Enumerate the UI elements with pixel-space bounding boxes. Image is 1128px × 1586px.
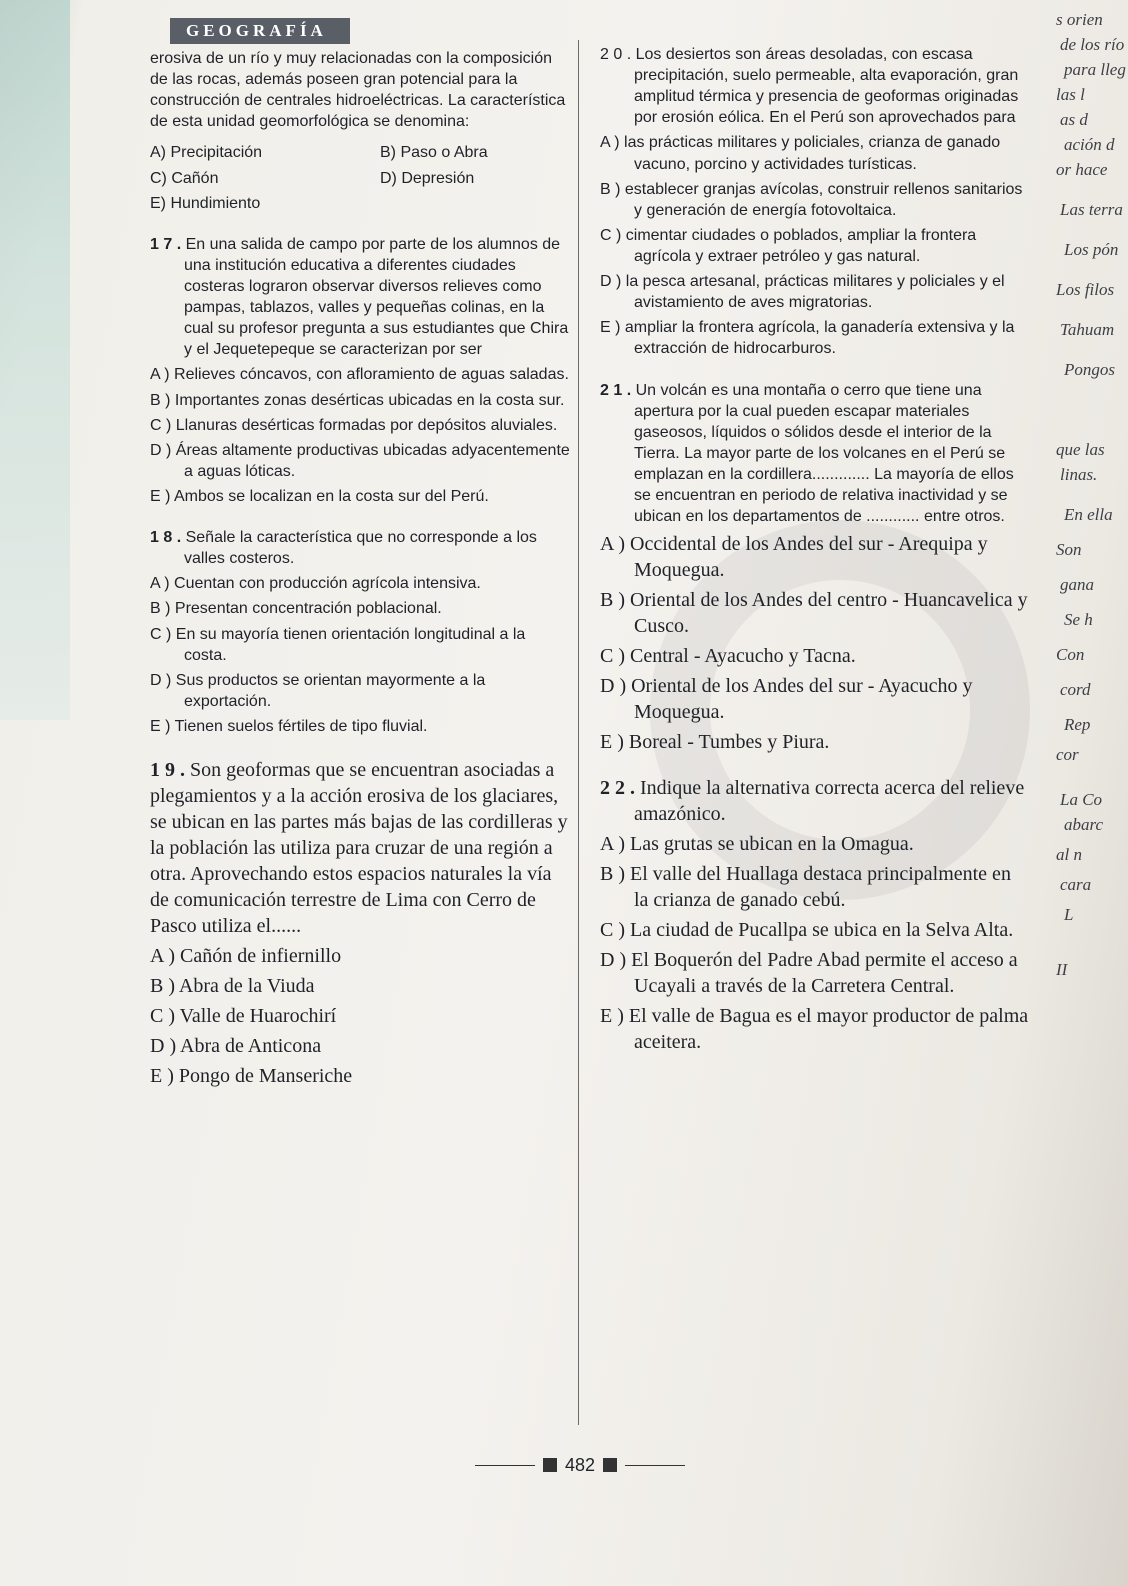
q22-option-b: B ) El valle del Huallaga destaca principalmente en la crianza de ganado cebú. xyxy=(600,863,1011,912)
page-footer xyxy=(470,1450,690,1480)
margin-fragment: de los río xyxy=(1060,35,1125,54)
question-20 xyxy=(600,44,1030,360)
previous-page-edge xyxy=(0,0,70,720)
q18-option-a: A ) Cuentan con producción agrícola intensiva. xyxy=(150,575,481,593)
margin-fragment: Pongos xyxy=(1064,360,1115,379)
margin-fragment: s orien xyxy=(1056,10,1103,29)
q16-option-e: E) Hundimiento xyxy=(150,194,261,212)
q16-option-d: D) Depresión xyxy=(380,169,475,187)
margin-fragment: La Co xyxy=(1060,790,1103,809)
margin-fragment: Con xyxy=(1056,645,1085,664)
question-17 xyxy=(150,234,570,507)
q18-option-e: E ) Tienen suelos fértiles de tipo fluvial. xyxy=(150,717,428,735)
q16-option-b: B) Paso o Abra xyxy=(380,144,488,162)
margin-fragment: las l xyxy=(1056,85,1085,104)
next-page-edge xyxy=(1048,0,1128,1586)
q17-option-d: D ) Áreas altamente productivas ubicadas adyacentemente a aguas lóticas. xyxy=(150,441,570,480)
q21-options xyxy=(600,531,1030,755)
question-18 xyxy=(150,527,570,737)
margin-fragment: Las terra xyxy=(1060,200,1123,219)
q18-option-c: C ) En su mayoría tienen orientación longitudinal a la costa. xyxy=(150,625,526,664)
q22-option-a: A ) Las grutas se ubican en la Omagua. xyxy=(600,833,914,856)
margin-fragment: cord xyxy=(1060,680,1091,699)
margin-fragment: ación d xyxy=(1064,135,1115,154)
q17-text: En una salida de campo por parte de los alumnos de una institución educativa a diferentes ciudades costeras lograron observar diversos relieves como pampas, tablazos, valles y pequeñas colinas, en la cual su profesor pregunta a sus estudiantes que Chira y el Jequetepeque se caracterizan por ser xyxy=(184,235,569,359)
q19-option-e: E ) Pongo de Manseriche xyxy=(150,1065,353,1088)
section-header: GEOGRAFÍA xyxy=(170,18,350,44)
q22-option-d: D ) El Boquerón del Padre Abad permite el acceso a Ucayali a través de la Carretera Central. xyxy=(600,949,1018,998)
q22-number: 2 2 . xyxy=(600,777,635,800)
margin-fragment: Rep xyxy=(1064,715,1091,734)
q18-option-d: D ) Sus productos se orientan mayormente a la exportación. xyxy=(150,671,486,710)
question-21 xyxy=(600,380,1030,528)
q20-option-d: D ) la pesca artesanal, prácticas militares y policiales y el avistamiento de aves migratorias. xyxy=(600,273,1005,312)
q21-option-d: D ) Oriental de los Andes del sur - Ayacucho y Moquegua. xyxy=(600,675,973,724)
margin-fragment: Tahuam xyxy=(1060,320,1115,339)
margin-fragment: En ella xyxy=(1064,505,1113,524)
q21-option-c: C ) Central - Ayacucho y Tacna. xyxy=(600,645,856,668)
q22-option-c: C ) La ciudad de Pucallpa se ubica en la Selva Alta. xyxy=(600,919,1014,942)
question-22 xyxy=(600,775,1030,1055)
margin-fragment: II xyxy=(1056,960,1068,979)
q21-option-b: B ) Oriental de los Andes del centro - Huancavelica y Cusco. xyxy=(600,589,1028,638)
margin-fragment: Los filos xyxy=(1056,280,1115,299)
left-column xyxy=(150,40,570,1093)
footer-rule-right xyxy=(625,1465,685,1466)
q21-text: Un volcán es una montaña o cerro que tiene una apertura por la cual pueden escapar materiales gaseosos, líquidos o sólidos desde el interior de la Tierra. La mayor parte de los volcanes en el Perú se emplazan en la cordillera............. La mayoría de ellos se encuentran en periodo de relativa inactividad y se ubican en los departamentos de ............ entre otros. xyxy=(634,381,1014,526)
q19-text: Son geoformas que se encuentran asociadas a plegamientos y a la acción erosiva de los glaciares, se ubican en las partes más bajas de las cordilleras y la población las utiliza para cruzar de una región a otra. Aprovechando estos espacios naturales la vía de comunicación terrestre de Lima con Cerro de Pasco utiliza el...... xyxy=(150,759,568,938)
q19-number: 1 9 . xyxy=(150,759,185,782)
q17-option-e: E ) Ambos se localizan en la costa sur del Perú. xyxy=(150,487,489,505)
q16-option-a: A) Precipitación xyxy=(150,144,263,162)
q20-option-a: A ) las prácticas militares y policiales, crianza de ganado vacuno, porcino y actividades turísticas. xyxy=(600,134,1001,173)
q21-option-e: E ) Boreal - Tumbes y Piura. xyxy=(600,731,830,754)
q17-number: 1 7 . xyxy=(150,235,182,253)
margin-fragment: Los pón xyxy=(1064,240,1119,259)
question-19 xyxy=(150,757,570,1089)
q16-text: erosiva de un río y muy relacionadas con la composición de las rocas, además poseen gran potencial para la construcción de centrales hidroeléctricas. La característica de esta unidad geomorfológica se denomina: xyxy=(150,50,566,131)
margin-fragment: Se h xyxy=(1064,610,1093,629)
q19-option-d: D ) Abra de Anticona xyxy=(150,1035,322,1058)
q16-option-c: C) Cañón xyxy=(150,169,219,187)
q20-option-e: E ) ampliar la frontera agrícola, la ganadería extensiva y la extracción de hidrocarburos. xyxy=(600,319,1015,358)
q18-text: Señale la característica que no corresponde a los valles costeros. xyxy=(184,529,537,568)
column-divider xyxy=(578,40,579,1425)
footer-rule-left xyxy=(475,1465,535,1466)
q19-option-c: C ) Valle de Huarochirí xyxy=(150,1005,337,1028)
q21-option-a: A ) Occidental de los Andes del sur - Arequipa y Moquegua. xyxy=(600,533,988,582)
footer-square-icon xyxy=(603,1458,617,1472)
margin-fragment: Son xyxy=(1056,540,1082,559)
page-number: 482 xyxy=(564,1454,596,1475)
margin-fragment: para lleg xyxy=(1064,60,1126,79)
q22-option-e: E ) El valle de Bagua es el mayor productor de palma aceitera. xyxy=(600,1005,1029,1054)
margin-fragment: cara xyxy=(1060,875,1092,894)
q17-option-b: B ) Importantes zonas desérticas ubicadas en la costa sur. xyxy=(150,391,565,409)
margin-fragment: L xyxy=(1064,905,1074,924)
q20-number: 2 0 . xyxy=(600,46,632,63)
q22-text: Indique la alternativa correcta acerca del relieve amazónico. xyxy=(634,777,1025,826)
q19-option-b: B ) Abra de la Viuda xyxy=(150,975,315,998)
margin-fragment: linas. xyxy=(1060,465,1098,484)
q21-number: 2 1 . xyxy=(600,381,632,399)
q19-option-a: A ) Cañón de infiernillo xyxy=(150,945,342,968)
margin-fragment: abarc xyxy=(1064,815,1104,834)
margin-fragment: as d xyxy=(1060,110,1088,129)
footer-square-icon xyxy=(543,1458,557,1472)
q18-number: 1 8 . xyxy=(150,529,182,547)
q20-option-c: C ) cimentar ciudades o poblados, ampliar la frontera agrícola y extraer petróleo y gas natural. xyxy=(600,226,977,265)
margin-fragment: al n xyxy=(1056,845,1082,864)
q17-option-a: A ) Relieves cóncavos, con afloramiento de aguas saladas. xyxy=(150,366,569,384)
margin-fragment: cor xyxy=(1056,745,1079,764)
q20-option-b: B ) establecer granjas avícolas, construir rellenos sanitarios y generación de energía fotovoltaica. xyxy=(600,180,1023,219)
q20-text: Los desiertos son áreas desoladas, con escasa precipitación, suelo permeable, alta evaporación, gran amplitud térmica y presencia de geoformas originadas por erosión eólica. En el Perú son aprovechados para xyxy=(634,46,1019,127)
margin-fragment: gana xyxy=(1060,575,1094,594)
margin-fragment: que las xyxy=(1056,440,1105,459)
q17-option-c: C ) Llanuras desérticas formadas por depósitos aluviales. xyxy=(150,416,558,434)
q18-option-b: B ) Presentan concentración poblacional. xyxy=(150,600,442,618)
margin-fragment: or hace xyxy=(1056,160,1108,179)
right-column xyxy=(600,40,1030,1059)
